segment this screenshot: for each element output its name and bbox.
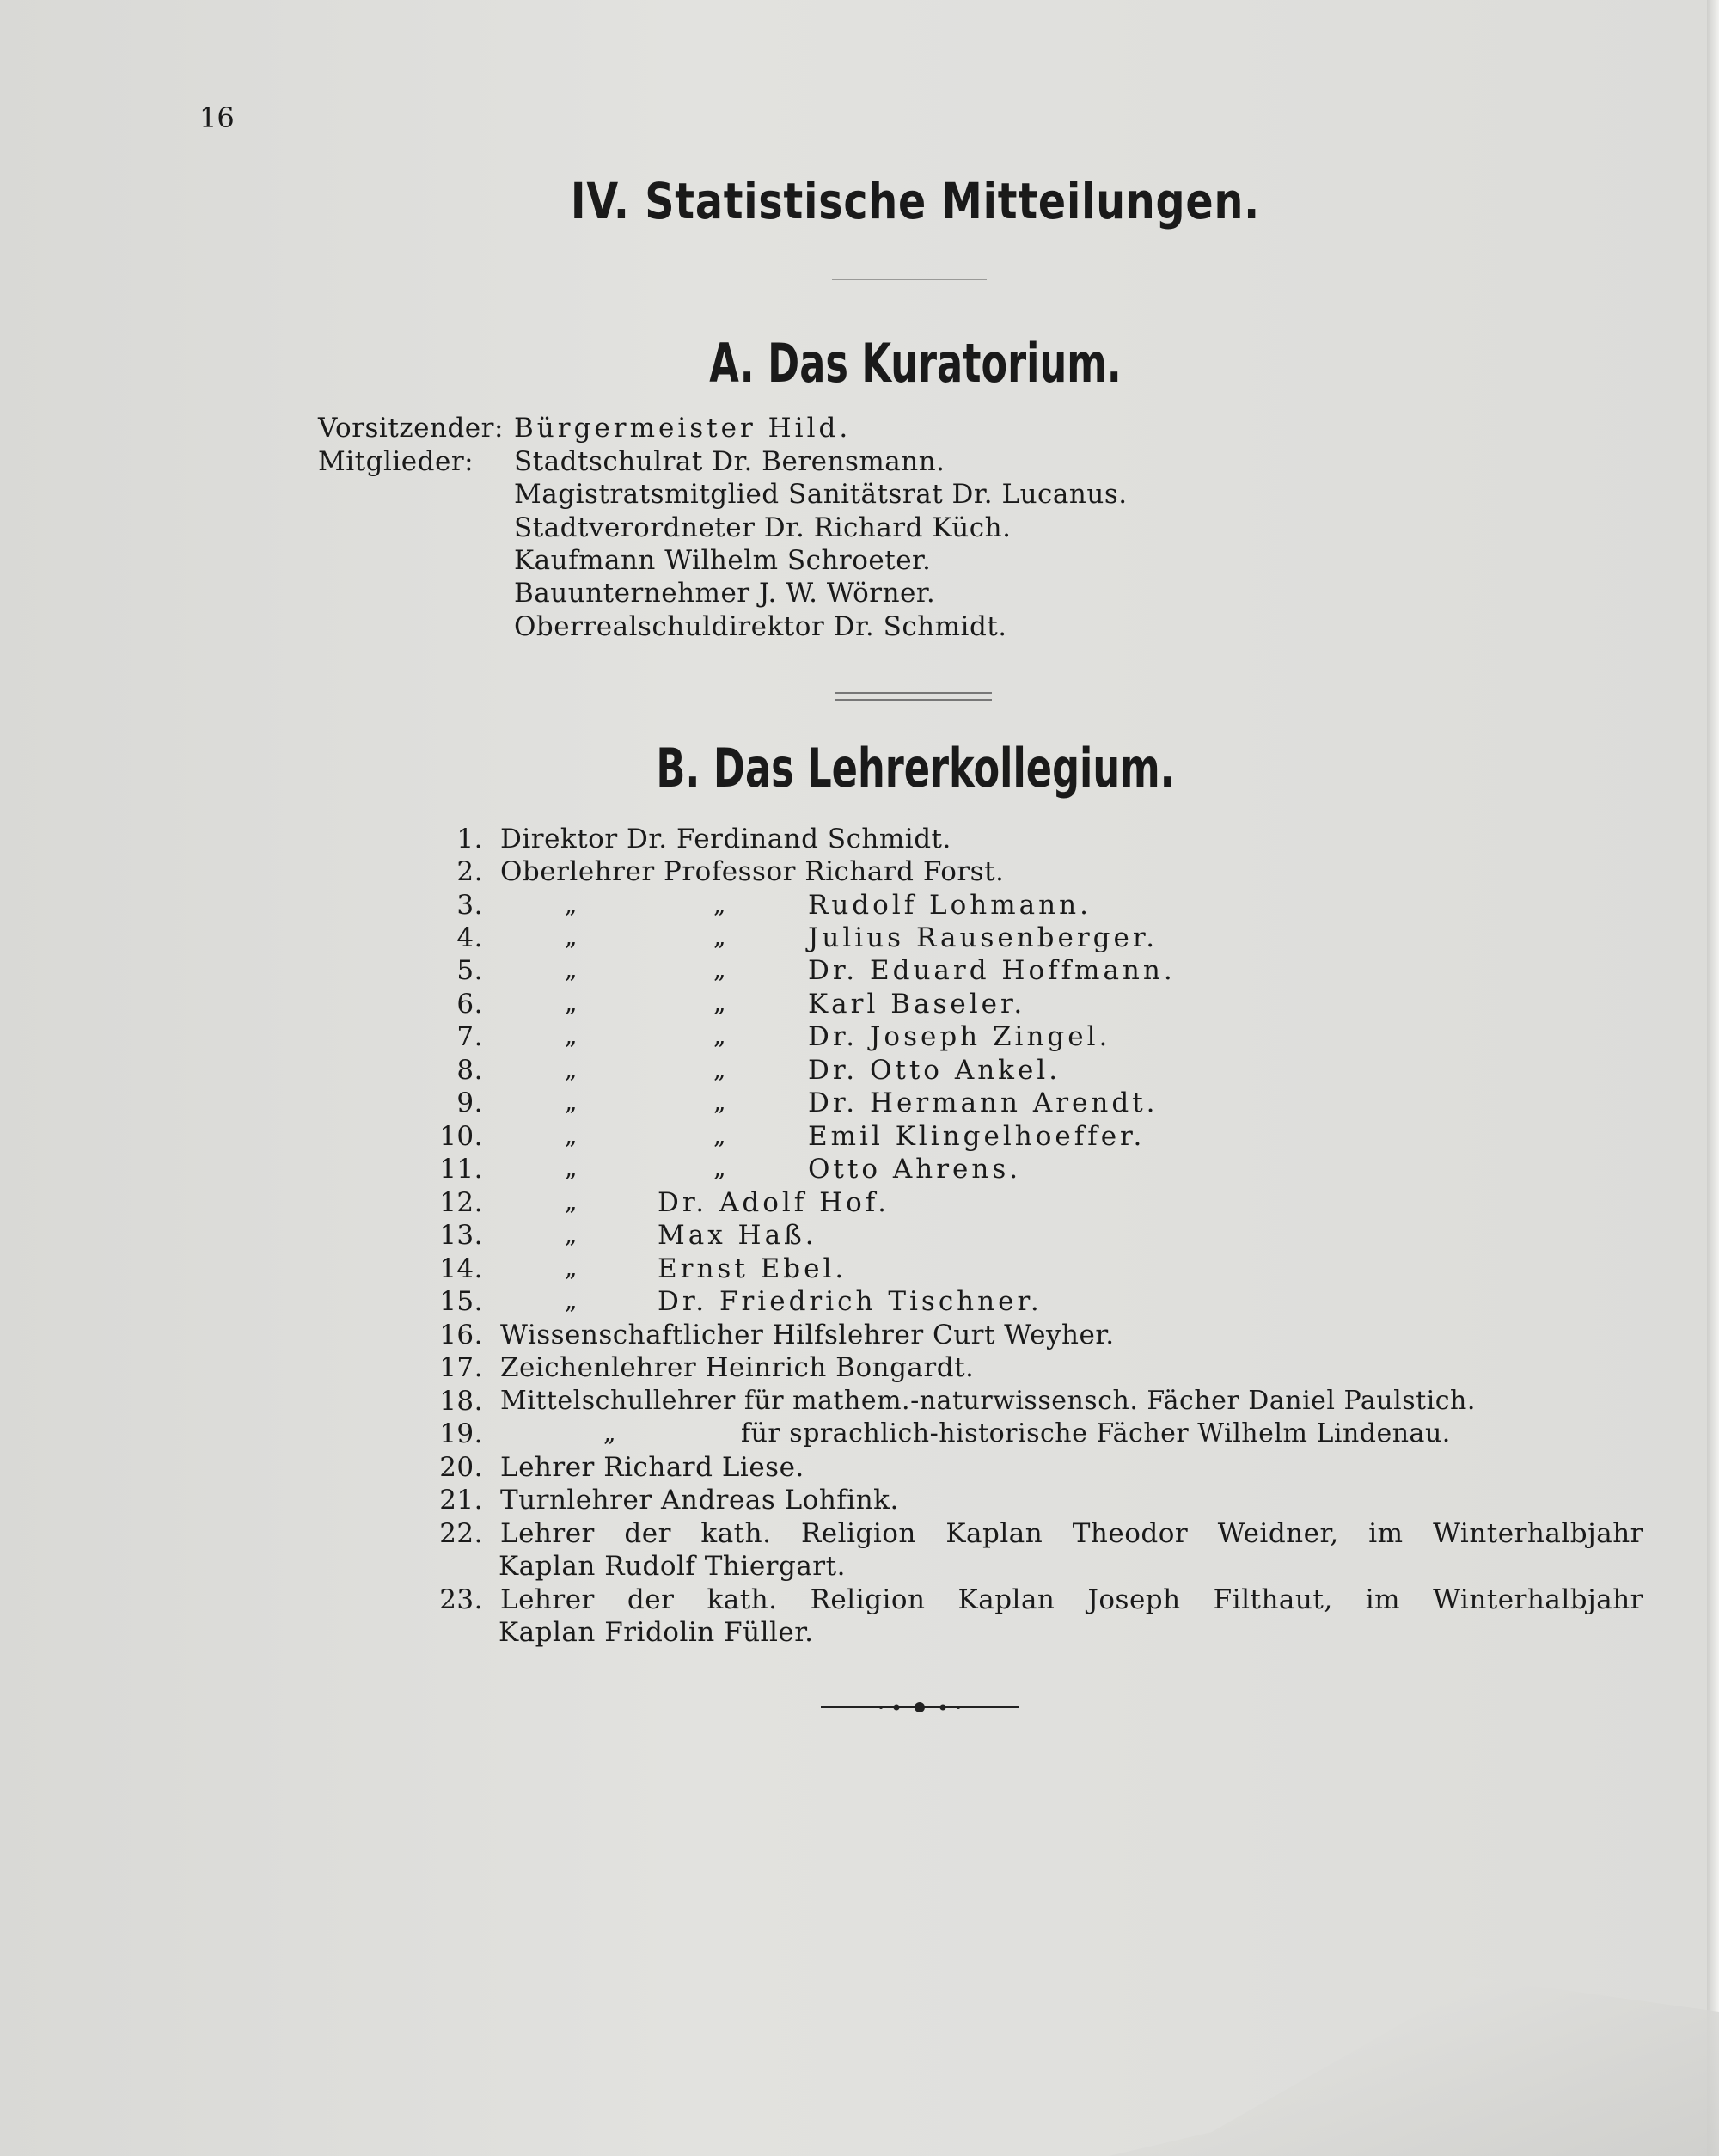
- list-item: Turnlehrer Andreas Lohfink.: [500, 1485, 899, 1516]
- list-number: 19.: [439, 1418, 483, 1449]
- list-item: Emil Klingelhoeffer.: [808, 1121, 1146, 1152]
- list-number: 20.: [439, 1452, 483, 1483]
- list-item: Lehrer der kath. Religion Kaplan Joseph Filthaut, im Winterhalbjahr: [500, 1584, 1643, 1615]
- section-title: IV. Statistische Mitteilungen.: [570, 172, 1261, 230]
- divider-rule: [832, 279, 987, 280]
- ditto-mark: „: [565, 955, 578, 983]
- list-item: Dr. Hermann Arendt.: [808, 1087, 1159, 1118]
- ditto-mark: „: [713, 890, 727, 918]
- chair-name: Bürgermeister Hild.: [514, 413, 852, 444]
- ditto-mark: „: [713, 922, 727, 951]
- heading-lehrerkollegium: B. Das Lehrerkollegium.: [656, 737, 1175, 799]
- list-number: 10.: [439, 1121, 483, 1152]
- list-number: 8.: [456, 1055, 483, 1086]
- list-item: Dr. Adolf Hof.: [658, 1187, 890, 1218]
- ditto-mark: „: [565, 1220, 578, 1248]
- list-item: Otto Ahrens.: [808, 1154, 1022, 1185]
- list-number: 5.: [456, 955, 483, 986]
- list-item-continuation: Kaplan Fridolin Füller.: [499, 1617, 814, 1648]
- ditto-mark: „: [565, 1253, 578, 1282]
- list-number: 2.: [456, 856, 483, 887]
- ditto-mark: „: [713, 1021, 727, 1050]
- ditto-mark: „: [565, 1121, 578, 1149]
- paper-fold: [1109, 1977, 1719, 2156]
- ditto-mark: „: [565, 1055, 578, 1083]
- list-number: 12.: [439, 1187, 483, 1218]
- role-label: Mitglieder:: [318, 446, 474, 477]
- ditto-mark: „: [713, 1121, 727, 1149]
- list-number: 1.: [456, 824, 483, 854]
- list-number: 11.: [439, 1154, 483, 1185]
- list-number: 13.: [439, 1220, 483, 1251]
- list-number: 17.: [439, 1352, 483, 1383]
- list-item: Mittelschullehrer für mathem.-naturwissensch. Fächer Daniel Paulstich.: [500, 1386, 1476, 1416]
- ditto-mark: „: [713, 1154, 727, 1182]
- heading-kuratorium: A. Das Kuratorium.: [709, 332, 1122, 395]
- list-number: 7.: [456, 1021, 483, 1052]
- list-number: 6.: [456, 989, 483, 1020]
- list-number: 9.: [456, 1087, 483, 1118]
- list-item: Rudolf Lohmann.: [808, 890, 1092, 921]
- list-item: Oberlehrer Professor Richard Forst.: [500, 856, 1005, 887]
- list-item: Dr. Joseph Zingel.: [808, 1021, 1111, 1052]
- list-item: Max Haß.: [658, 1220, 817, 1251]
- list-number: 23.: [439, 1584, 483, 1615]
- ditto-mark: „: [565, 922, 578, 951]
- ornament-divider: [821, 1700, 1019, 1714]
- ditto-mark: „: [603, 1418, 617, 1447]
- ditto-mark: „: [565, 890, 578, 918]
- ditto-mark: „: [713, 955, 727, 983]
- list-number: 18.: [439, 1386, 483, 1417]
- list-item: Ernst Ebel.: [658, 1253, 847, 1284]
- ditto-mark: „: [713, 1055, 727, 1083]
- list-item: Dr. Otto Ankel.: [808, 1055, 1061, 1086]
- ditto-mark: „: [565, 989, 578, 1017]
- list-item: Dr. Friedrich Tischner.: [658, 1286, 1043, 1317]
- list-number: 4.: [456, 922, 483, 953]
- list-number: 15.: [439, 1286, 483, 1317]
- list-item: Dr. Eduard Hoffmann.: [808, 955, 1176, 986]
- member-name: Magistratsmitglied Sanitätsrat Dr. Lucanus.: [514, 479, 1128, 510]
- list-item: Lehrer Richard Liese.: [500, 1452, 804, 1483]
- list-number: 22.: [439, 1518, 483, 1549]
- ditto-mark: „: [713, 989, 727, 1017]
- ditto-mark: „: [565, 1154, 578, 1182]
- list-item: Direktor Dr. Ferdinand Schmidt.: [500, 824, 951, 854]
- list-number: 16.: [439, 1320, 483, 1351]
- list-item: Karl Baseler.: [808, 989, 1026, 1020]
- member-name: Stadtschulrat Dr. Berensmann.: [514, 446, 945, 477]
- ditto-mark: „: [565, 1187, 578, 1216]
- ditto-mark: „: [565, 1021, 578, 1050]
- member-name: Stadtverordneter Dr. Richard Küch.: [514, 512, 1012, 543]
- list-item: Zeichenlehrer Heinrich Bongardt.: [500, 1352, 975, 1383]
- ditto-mark: „: [565, 1087, 578, 1116]
- list-item: Julius Rausenberger.: [808, 922, 1159, 953]
- double-divider-rule: [835, 692, 992, 701]
- member-name: Oberrealschuldirektor Dr. Schmidt.: [514, 611, 1007, 642]
- page-edge: [1707, 0, 1719, 2156]
- role-label: Vorsitzender:: [318, 413, 504, 444]
- list-item: für sprachlich-historische Fächer Wilhelm Lindenau.: [741, 1418, 1451, 1449]
- page-number: 16: [199, 101, 235, 134]
- list-item: Wissenschaftlicher Hilfslehrer Curt Weyher.: [500, 1320, 1115, 1351]
- member-name: Bauunternehmer J. W. Wörner.: [514, 578, 936, 609]
- list-item-continuation: Kaplan Rudolf Thiergart.: [499, 1551, 846, 1582]
- list-number: 21.: [439, 1485, 483, 1516]
- ditto-mark: „: [565, 1286, 578, 1314]
- list-number: 14.: [439, 1253, 483, 1284]
- list-number: 3.: [456, 890, 483, 921]
- ditto-mark: „: [713, 1087, 727, 1116]
- list-item: Lehrer der kath. Religion Kaplan Theodor Weidner, im Winterhalbjahr: [500, 1518, 1643, 1549]
- member-name: Kaufmann Wilhelm Schroeter.: [514, 545, 932, 576]
